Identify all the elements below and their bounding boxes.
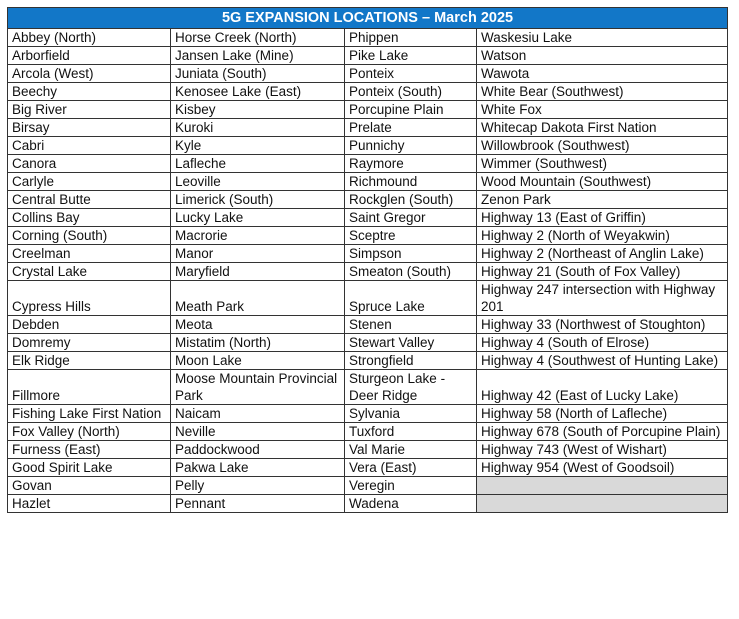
table-cell: Punnichy [345, 137, 477, 155]
table-cell: Whitecap Dakota First Nation [477, 119, 728, 137]
table-cell: Highway 954 (West of Goodsoil) [477, 459, 728, 477]
table-cell: Ponteix [345, 65, 477, 83]
table-cell: Debden [8, 316, 171, 334]
table-cell: Highway 2 (Northeast of Anglin Lake) [477, 245, 728, 263]
table-cell: Highway 4 (Southwest of Hunting Lake) [477, 352, 728, 370]
table-cell: Meath Park [171, 281, 345, 316]
table-cell: Prelate [345, 119, 477, 137]
table-body [8, 29, 728, 513]
table-cell: Kuroki [171, 119, 345, 137]
table-row [8, 119, 728, 137]
table-row [8, 29, 728, 47]
table-cell: Fox Valley (North) [8, 423, 171, 441]
table-row [8, 316, 728, 334]
table-cell: Naicam [171, 405, 345, 423]
table-cell: Pike Lake [345, 47, 477, 65]
table-cell: Richmound [345, 173, 477, 191]
table-cell: Mistatim (North) [171, 334, 345, 352]
table-cell: Rockglen (South) [345, 191, 477, 209]
locations-table-container [7, 7, 727, 513]
table-title: 5G EXPANSION LOCATIONS – March 2025 [8, 8, 728, 29]
table-cell: Moose Mountain Provincial Park [171, 370, 345, 405]
table-cell: Lafleche [171, 155, 345, 173]
table-cell: Maryfield [171, 263, 345, 281]
table-cell: Highway 247 intersection with Highway 201 [477, 281, 728, 316]
table-cell: Horse Creek (North) [171, 29, 345, 47]
table-cell: Hazlet [8, 495, 171, 513]
table-row [8, 209, 728, 227]
table-cell: Simpson [345, 245, 477, 263]
table-cell: Spruce Lake [345, 281, 477, 316]
table-cell: Val Marie [345, 441, 477, 459]
table-cell [477, 495, 728, 513]
table-header-row [8, 8, 728, 29]
table-cell: Fillmore [8, 370, 171, 405]
table-cell: Highway 743 (West of Wishart) [477, 441, 728, 459]
table-cell: Kyle [171, 137, 345, 155]
table-cell: Tuxford [345, 423, 477, 441]
table-cell: Saint Gregor [345, 209, 477, 227]
table-row [8, 173, 728, 191]
table-cell: Arcola (West) [8, 65, 171, 83]
table-row [8, 263, 728, 281]
table-cell: Macrorie [171, 227, 345, 245]
table-cell: Jansen Lake (Mine) [171, 47, 345, 65]
table-row [8, 405, 728, 423]
table-cell: Pennant [171, 495, 345, 513]
table-cell: Corning (South) [8, 227, 171, 245]
table-cell: Wood Mountain (Southwest) [477, 173, 728, 191]
table-cell: Smeaton (South) [345, 263, 477, 281]
table-cell: Phippen [345, 29, 477, 47]
table-cell: Sylvania [345, 405, 477, 423]
table-cell: Lucky Lake [171, 209, 345, 227]
table-row [8, 83, 728, 101]
table-cell: Highway 4 (South of Elrose) [477, 334, 728, 352]
table-cell: Wawota [477, 65, 728, 83]
table-cell: Abbey (North) [8, 29, 171, 47]
locations-table [7, 7, 728, 513]
table-row [8, 370, 728, 405]
table-row [8, 191, 728, 209]
table-row [8, 423, 728, 441]
table-cell: Neville [171, 423, 345, 441]
table-cell: Creelman [8, 245, 171, 263]
table-cell: Cabri [8, 137, 171, 155]
table-cell: Highway 678 (South of Porcupine Plain) [477, 423, 728, 441]
table-cell: Sturgeon Lake - Deer Ridge [345, 370, 477, 405]
table-row [8, 281, 728, 316]
table-cell: Govan [8, 477, 171, 495]
table-cell: Pakwa Lake [171, 459, 345, 477]
table-cell: Highway 13 (East of Griffin) [477, 209, 728, 227]
table-row [8, 334, 728, 352]
table-cell: Stewart Valley [345, 334, 477, 352]
table-cell: Arborfield [8, 47, 171, 65]
table-cell: Watson [477, 47, 728, 65]
table-row [8, 137, 728, 155]
table-cell: White Bear (Southwest) [477, 83, 728, 101]
table-cell: Paddockwood [171, 441, 345, 459]
table-cell: Crystal Lake [8, 263, 171, 281]
table-cell: Vera (East) [345, 459, 477, 477]
table-cell [477, 477, 728, 495]
table-cell: Pelly [171, 477, 345, 495]
table-cell: Porcupine Plain [345, 101, 477, 119]
table-cell: Cypress Hills [8, 281, 171, 316]
table-cell: Waskesiu Lake [477, 29, 728, 47]
table-cell: Fishing Lake First Nation [8, 405, 171, 423]
table-cell: Beechy [8, 83, 171, 101]
table-cell: Raymore [345, 155, 477, 173]
table-cell: Leoville [171, 173, 345, 191]
table-row [8, 155, 728, 173]
table-cell: Juniata (South) [171, 65, 345, 83]
table-cell: Meota [171, 316, 345, 334]
table-row [8, 227, 728, 245]
table-cell: Collins Bay [8, 209, 171, 227]
table-cell: Highway 33 (Northwest of Stoughton) [477, 316, 728, 334]
table-cell: Strongfield [345, 352, 477, 370]
table-cell: Wadena [345, 495, 477, 513]
table-cell: Zenon Park [477, 191, 728, 209]
table-cell: Manor [171, 245, 345, 263]
table-cell: Elk Ridge [8, 352, 171, 370]
table-cell: Willowbrook (Southwest) [477, 137, 728, 155]
table-cell: Canora [8, 155, 171, 173]
table-cell: Stenen [345, 316, 477, 334]
table-cell: Veregin [345, 477, 477, 495]
table-cell: Wimmer (Southwest) [477, 155, 728, 173]
table-cell: Carlyle [8, 173, 171, 191]
table-row [8, 47, 728, 65]
table-cell: Furness (East) [8, 441, 171, 459]
table-cell: Ponteix (South) [345, 83, 477, 101]
table-cell: Highway 2 (North of Weyakwin) [477, 227, 728, 245]
table-cell: Highway 58 (North of Lafleche) [477, 405, 728, 423]
table-cell: Highway 21 (South of Fox Valley) [477, 263, 728, 281]
table-cell: Limerick (South) [171, 191, 345, 209]
table-cell: Domremy [8, 334, 171, 352]
table-row [8, 477, 728, 495]
table-cell: Kisbey [171, 101, 345, 119]
table-cell: Moon Lake [171, 352, 345, 370]
table-cell: Good Spirit Lake [8, 459, 171, 477]
table-row [8, 101, 728, 119]
table-cell: Birsay [8, 119, 171, 137]
table-row [8, 65, 728, 83]
table-row [8, 352, 728, 370]
table-cell: Sceptre [345, 227, 477, 245]
table-row [8, 441, 728, 459]
table-row [8, 459, 728, 477]
table-cell: Big River [8, 101, 171, 119]
table-cell: Highway 42 (East of Lucky Lake) [477, 370, 728, 405]
table-row [8, 245, 728, 263]
table-cell: Central Butte [8, 191, 171, 209]
table-cell: White Fox [477, 101, 728, 119]
table-row [8, 495, 728, 513]
table-cell: Kenosee Lake (East) [171, 83, 345, 101]
